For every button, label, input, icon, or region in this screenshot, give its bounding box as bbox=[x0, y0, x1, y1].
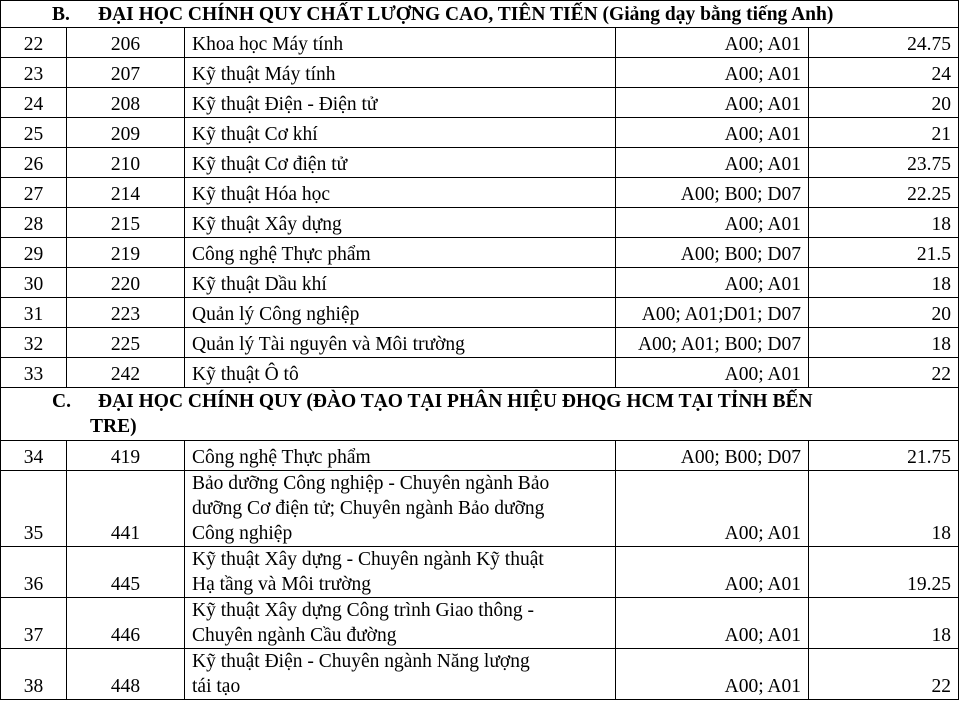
table-row bbox=[1, 441, 959, 471]
table-row bbox=[1, 268, 959, 298]
section-c-header-row bbox=[1, 388, 959, 441]
admission-score: 20 bbox=[809, 298, 959, 328]
admission-score: 20 bbox=[809, 88, 959, 118]
admission-score: 18 bbox=[809, 471, 959, 547]
program-name-line: dưỡng Cơ điện tử; Chuyên ngành Bảo dưỡng bbox=[192, 498, 545, 519]
table-row bbox=[1, 598, 959, 649]
admission-score: 18 bbox=[809, 208, 959, 238]
admission-score: 18 bbox=[809, 598, 959, 649]
program-name: Quản lý Công nghiệp bbox=[185, 298, 616, 328]
row-number: 26 bbox=[1, 148, 67, 178]
program-name: Kỹ thuật Hóa học bbox=[185, 178, 616, 208]
row-number: 25 bbox=[1, 118, 67, 148]
program-code: 419 bbox=[67, 441, 185, 471]
row-number: 30 bbox=[1, 268, 67, 298]
subject-combination: A00; A01 bbox=[616, 471, 809, 547]
program-code: 242 bbox=[67, 358, 185, 388]
program-code: 208 bbox=[67, 88, 185, 118]
program-code: 445 bbox=[67, 547, 185, 598]
row-number: 34 bbox=[1, 441, 67, 471]
subject-combination: A00; A01 bbox=[616, 208, 809, 238]
program-name-line: Công nghệ Thực phẩm bbox=[192, 447, 371, 468]
program-name-line: Chuyên ngành Cầu đường bbox=[192, 625, 397, 646]
admission-score: 24.75 bbox=[809, 28, 959, 58]
row-number: 27 bbox=[1, 178, 67, 208]
subject-combination: A00; A01 bbox=[616, 268, 809, 298]
row-number: 32 bbox=[1, 328, 67, 358]
row-number: 35 bbox=[1, 471, 67, 547]
subject-combination: A00; B00; D07 bbox=[616, 178, 809, 208]
subject-combination: A00; A01 bbox=[616, 148, 809, 178]
row-number: 31 bbox=[1, 298, 67, 328]
section-c-title-line2: TRE) bbox=[90, 416, 137, 437]
program-code: 448 bbox=[67, 649, 185, 700]
admission-score: 22 bbox=[809, 649, 959, 700]
table-row bbox=[1, 178, 959, 208]
program-name: Kỹ thuật Xây dựng bbox=[185, 208, 616, 238]
program-name-line: Công nghiệp bbox=[192, 523, 293, 544]
program-name: Kỹ thuật Cơ khí bbox=[185, 118, 616, 148]
program-name-line: Bảo dưỡng Công nghiệp - Chuyên ngành Bảo bbox=[192, 473, 550, 494]
program-name: Kỹ thuật Điện - Điện tử bbox=[185, 88, 616, 118]
program-code: 210 bbox=[67, 148, 185, 178]
program-name: Kỹ thuật Dầu khí bbox=[185, 268, 616, 298]
table-row bbox=[1, 88, 959, 118]
table-row bbox=[1, 358, 959, 388]
subject-combination: A00; B00; D07 bbox=[616, 238, 809, 268]
table-row bbox=[1, 547, 959, 598]
row-number: 33 bbox=[1, 358, 67, 388]
table-row bbox=[1, 148, 959, 178]
program-name bbox=[185, 598, 616, 649]
program-code: 215 bbox=[67, 208, 185, 238]
subject-combination: A00; B00; D07 bbox=[616, 441, 809, 471]
program-name-line: tái tạo bbox=[192, 676, 241, 697]
program-name-line: Kỹ thuật Xây dựng - Chuyên ngành Kỹ thuật bbox=[192, 549, 544, 570]
admission-score: 18 bbox=[809, 268, 959, 298]
subject-combination: A00; A01; B00; D07 bbox=[616, 328, 809, 358]
program-code: 225 bbox=[67, 328, 185, 358]
program-name: Công nghệ Thực phẩm bbox=[185, 238, 616, 268]
table-row bbox=[1, 298, 959, 328]
program-name: Khoa học Máy tính bbox=[185, 28, 616, 58]
program-code: 441 bbox=[67, 471, 185, 547]
table-row bbox=[1, 649, 959, 700]
row-number: 37 bbox=[1, 598, 67, 649]
table-row bbox=[1, 471, 959, 547]
program-code: 207 bbox=[67, 58, 185, 88]
program-code: 214 bbox=[67, 178, 185, 208]
program-name bbox=[185, 547, 616, 598]
admission-score: 23.75 bbox=[809, 148, 959, 178]
program-name bbox=[185, 649, 616, 700]
subject-combination: A00; A01 bbox=[616, 547, 809, 598]
admission-score: 21.75 bbox=[809, 441, 959, 471]
section-b-label: B. bbox=[52, 4, 70, 25]
subject-combination: A00; A01 bbox=[616, 358, 809, 388]
subject-combination: A00; A01 bbox=[616, 598, 809, 649]
admission-score: 24 bbox=[809, 58, 959, 88]
program-code: 206 bbox=[67, 28, 185, 58]
table-row bbox=[1, 58, 959, 88]
section-b-header-cell bbox=[1, 1, 959, 28]
row-number: 36 bbox=[1, 547, 67, 598]
program-name: Quản lý Tài nguyên và Môi trường bbox=[185, 328, 616, 358]
program-name bbox=[185, 471, 616, 547]
table-row bbox=[1, 208, 959, 238]
row-number: 38 bbox=[1, 649, 67, 700]
admission-score: 22.25 bbox=[809, 178, 959, 208]
program-code: 220 bbox=[67, 268, 185, 298]
program-code: 209 bbox=[67, 118, 185, 148]
program-name: Kỹ thuật Máy tính bbox=[185, 58, 616, 88]
table-row bbox=[1, 28, 959, 58]
program-code: 223 bbox=[67, 298, 185, 328]
table-row bbox=[1, 238, 959, 268]
section-b-title: ĐẠI HỌC CHÍNH QUY CHẤT LƯỢNG CAO, TIÊN TIẾN (Giảng dạy bằng tiếng Anh) bbox=[98, 4, 834, 25]
subject-combination: A00; A01 bbox=[616, 88, 809, 118]
program-name bbox=[185, 441, 616, 471]
program-code: 219 bbox=[67, 238, 185, 268]
row-number: 28 bbox=[1, 208, 67, 238]
program-name: Kỹ thuật Ô tô bbox=[185, 358, 616, 388]
program-name: Kỹ thuật Cơ điện tử bbox=[185, 148, 616, 178]
section-c-header-cell bbox=[1, 388, 959, 441]
subject-combination: A00; A01 bbox=[616, 649, 809, 700]
section-c-label: C. bbox=[52, 391, 71, 412]
subject-combination: A00; A01 bbox=[616, 58, 809, 88]
subject-combination: A00; A01;D01; D07 bbox=[616, 298, 809, 328]
row-number: 23 bbox=[1, 58, 67, 88]
admission-score: 19.25 bbox=[809, 547, 959, 598]
subject-combination: A00; A01 bbox=[616, 118, 809, 148]
admission-score: 22 bbox=[809, 358, 959, 388]
program-name-line: Hạ tầng và Môi trường bbox=[192, 574, 372, 595]
row-number: 24 bbox=[1, 88, 67, 118]
table-row bbox=[1, 118, 959, 148]
admission-score: 21 bbox=[809, 118, 959, 148]
section-c-title-line1: ĐẠI HỌC CHÍNH QUY (ĐÀO TẠO TẠI PHÂN HIỆU ĐHQG HCM TẠI TỈNH BẾN bbox=[98, 391, 813, 412]
subject-combination: A00; A01 bbox=[616, 28, 809, 58]
table-row bbox=[1, 328, 959, 358]
program-code: 446 bbox=[67, 598, 185, 649]
program-name-line: Kỹ thuật Xây dựng Công trình Giao thông - bbox=[192, 600, 535, 621]
row-number: 22 bbox=[1, 28, 67, 58]
section-b-header-row bbox=[1, 1, 959, 28]
admission-score: 18 bbox=[809, 328, 959, 358]
row-number: 29 bbox=[1, 238, 67, 268]
program-name-line: Kỹ thuật Điện - Chuyên ngành Năng lượng bbox=[192, 651, 530, 672]
admission-score: 21.5 bbox=[809, 238, 959, 268]
